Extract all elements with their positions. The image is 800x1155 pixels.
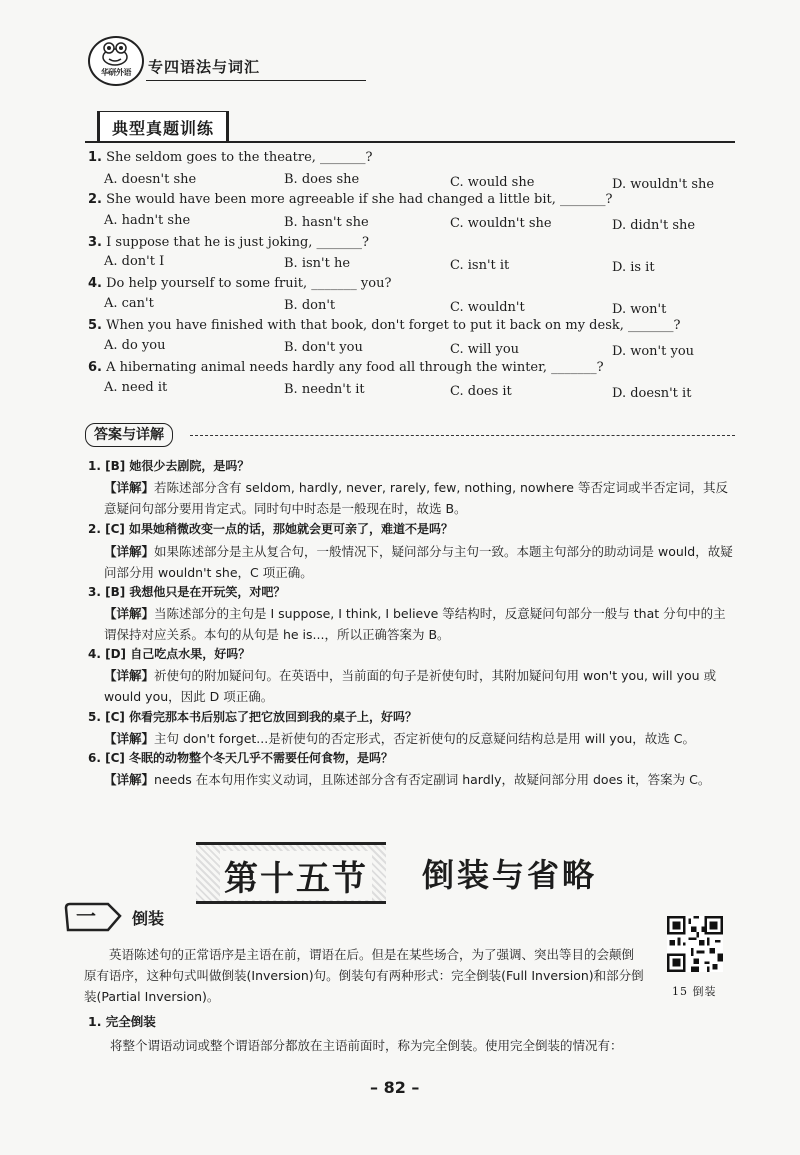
question-stem: She would have been more agreeable if she had changed a little bit, _______? [106,192,613,207]
option: D. won't [612,302,667,317]
option: B. hasn't she [284,215,369,230]
sub-heading: 1. 完全倒装 [88,1014,156,1029]
section-number-badge [62,900,122,936]
option: C. isn't it [450,258,510,273]
detail-text: 祈使句的附加疑问句。在英语中，当前面的句子是祈使句时，其附加疑问句用 won't you, will you 或 would you，因此 D 项正确。 [104,668,717,704]
answer-detail [104,477,734,519]
question-1 [88,150,373,165]
option: B. does she [284,172,360,187]
qr-label: 15 倒装 [672,985,717,998]
option: D. is it [612,260,655,275]
answer-head: 6. [C] 冬眠的动物整个冬天几乎不需要任何食物，是吗？ [88,751,394,765]
answer-detail [104,665,734,707]
question-number: 3. [88,235,102,250]
detail-label: 【详解】 [104,668,155,683]
answer-detail [104,541,734,583]
chapter-banner [196,842,386,904]
option: A. need it [104,380,168,395]
question-number: 6. [88,360,102,375]
question-stem: Do help yourself to some fruit, _______ you? [106,276,392,291]
option: D. didn't she [612,218,696,233]
question-number: 2. [88,192,102,207]
question-number: 5. [88,318,102,333]
option: D. doesn't it [612,386,692,401]
detail-text: needs 在本句用作实义动词，且陈述部分含有否定副词 hardly，故疑问部分用 does it，答案为 C。 [154,772,711,787]
chapter-number: 第十五节 [220,851,372,900]
question-4 [88,276,391,291]
option: C. wouldn't she [450,216,552,231]
option: A. doesn't she [104,172,197,187]
logo-text: 华研外语 [101,68,131,77]
detail-text: 主句 don't forget...是祈使句的否定形式，否定祈使句的反意疑问结构总是用 will you，故选 C。 [154,731,695,746]
frog-icon [100,41,130,67]
option: C. would she [450,175,535,190]
option: D. wouldn't she [612,177,715,192]
option: A. don't I [104,254,165,269]
answer-head: 1. [B] 她很少去剧院，是吗？ [88,459,250,473]
detail-label: 【详解】 [104,731,155,746]
option: A. do you [104,338,166,353]
detail-text: 如果陈述部分是主从复合句，一般情况下，疑问部分与主句一致。本题主句部分的助动词是 would，故疑问部分用 wouldn't she，C 项正确。 [104,544,733,580]
option: A. can't [104,296,154,311]
option: A. hadn't she [104,213,191,228]
question-number: 1. [88,150,102,165]
detail-text: 当陈述部分的主句是 I suppose, I think, I believe 等结构时，反意疑问句部分一般与 that 分句中的主谓保持对应关系。本句的从句是 he is...，所以正确答案为 B。 [104,606,726,642]
answer-detail [104,769,734,790]
option: B. isn't he [284,256,351,271]
answer-head: 3. [B] 我想他只是在开玩笑，对吧？ [88,585,286,599]
detail-label: 【详解】 [104,606,155,621]
question-5 [88,318,680,333]
option: C. wouldn't [450,300,525,315]
sub-paragraph: 将整个谓语动词或整个谓语部分都放在主语前面时，称为完全倒装。使用完全倒装的情况有： [110,1038,623,1053]
qr-code-icon[interactable] [667,916,723,972]
page-number: – 82 – [370,1078,420,1097]
question-6 [88,360,604,375]
section-number: 一 [76,904,96,928]
answer-detail [104,728,734,749]
section-intro: 英语陈述句的正常语序是主语在前，谓语在后。但是在某些场合，为了强调、突出等目的会颠倒原有语序，这种句式叫做倒装(Inversion)句。倒装句有两种形式：完全倒装(Full Inversion)和部分倒装(Partial Inversion)。 [84,947,644,1004]
chapter-title: 倒装与省略 [422,856,598,894]
question-stem: When you have finished with that book, don't forget to put it back on my desk, _______? [106,318,681,333]
question-stem: She seldom goes to the theatre, _______? [106,150,373,165]
publisher-logo [88,36,144,86]
option: C. will you [450,342,520,357]
answer-head: 2. [C] 如果她稍微改变一点的话，那她就会更可亲了，难道不是吗？ [88,522,454,536]
option: D. won't you [612,344,695,359]
answer-detail [104,603,734,645]
answers-tag: 答案与详解 [85,423,173,447]
book-title: 专四语法与词汇 [148,58,261,76]
header-divider [146,80,366,81]
section-rule [85,141,735,143]
detail-label: 【详解】 [104,772,155,787]
option: B. don't you [284,340,363,355]
answer-head: 5. [C] 你看完那本书后别忘了把它放回到我的桌子上，好吗？ [88,710,418,724]
header [88,36,728,86]
answer-head: 4. [D] 自己吃点水果，好吗？ [88,647,251,661]
detail-text: 若陈述部分含有 seldom, hardly, never, rarely, few, nothing, nowhere 等否定词或半否定词，其反意疑问句部分要用肯定式。同时句中时态是一般现在时，故选 B。 [104,480,728,516]
section-tag: 典型真题训练 [97,111,229,142]
question-3 [88,235,369,250]
question-2 [88,192,612,207]
option: C. does it [450,384,512,399]
section-title: 倒装 [132,909,165,928]
question-stem: I suppose that he is just joking, _______? [106,235,370,250]
question-number: 4. [88,276,102,291]
detail-label: 【详解】 [104,480,155,495]
question-stem: A hibernating animal needs hardly any food all through the winter, _______? [106,360,604,375]
answers-divider [190,435,735,436]
option: B. don't [284,298,336,313]
detail-label: 【详解】 [104,544,155,559]
option: B. needn't it [284,382,365,397]
